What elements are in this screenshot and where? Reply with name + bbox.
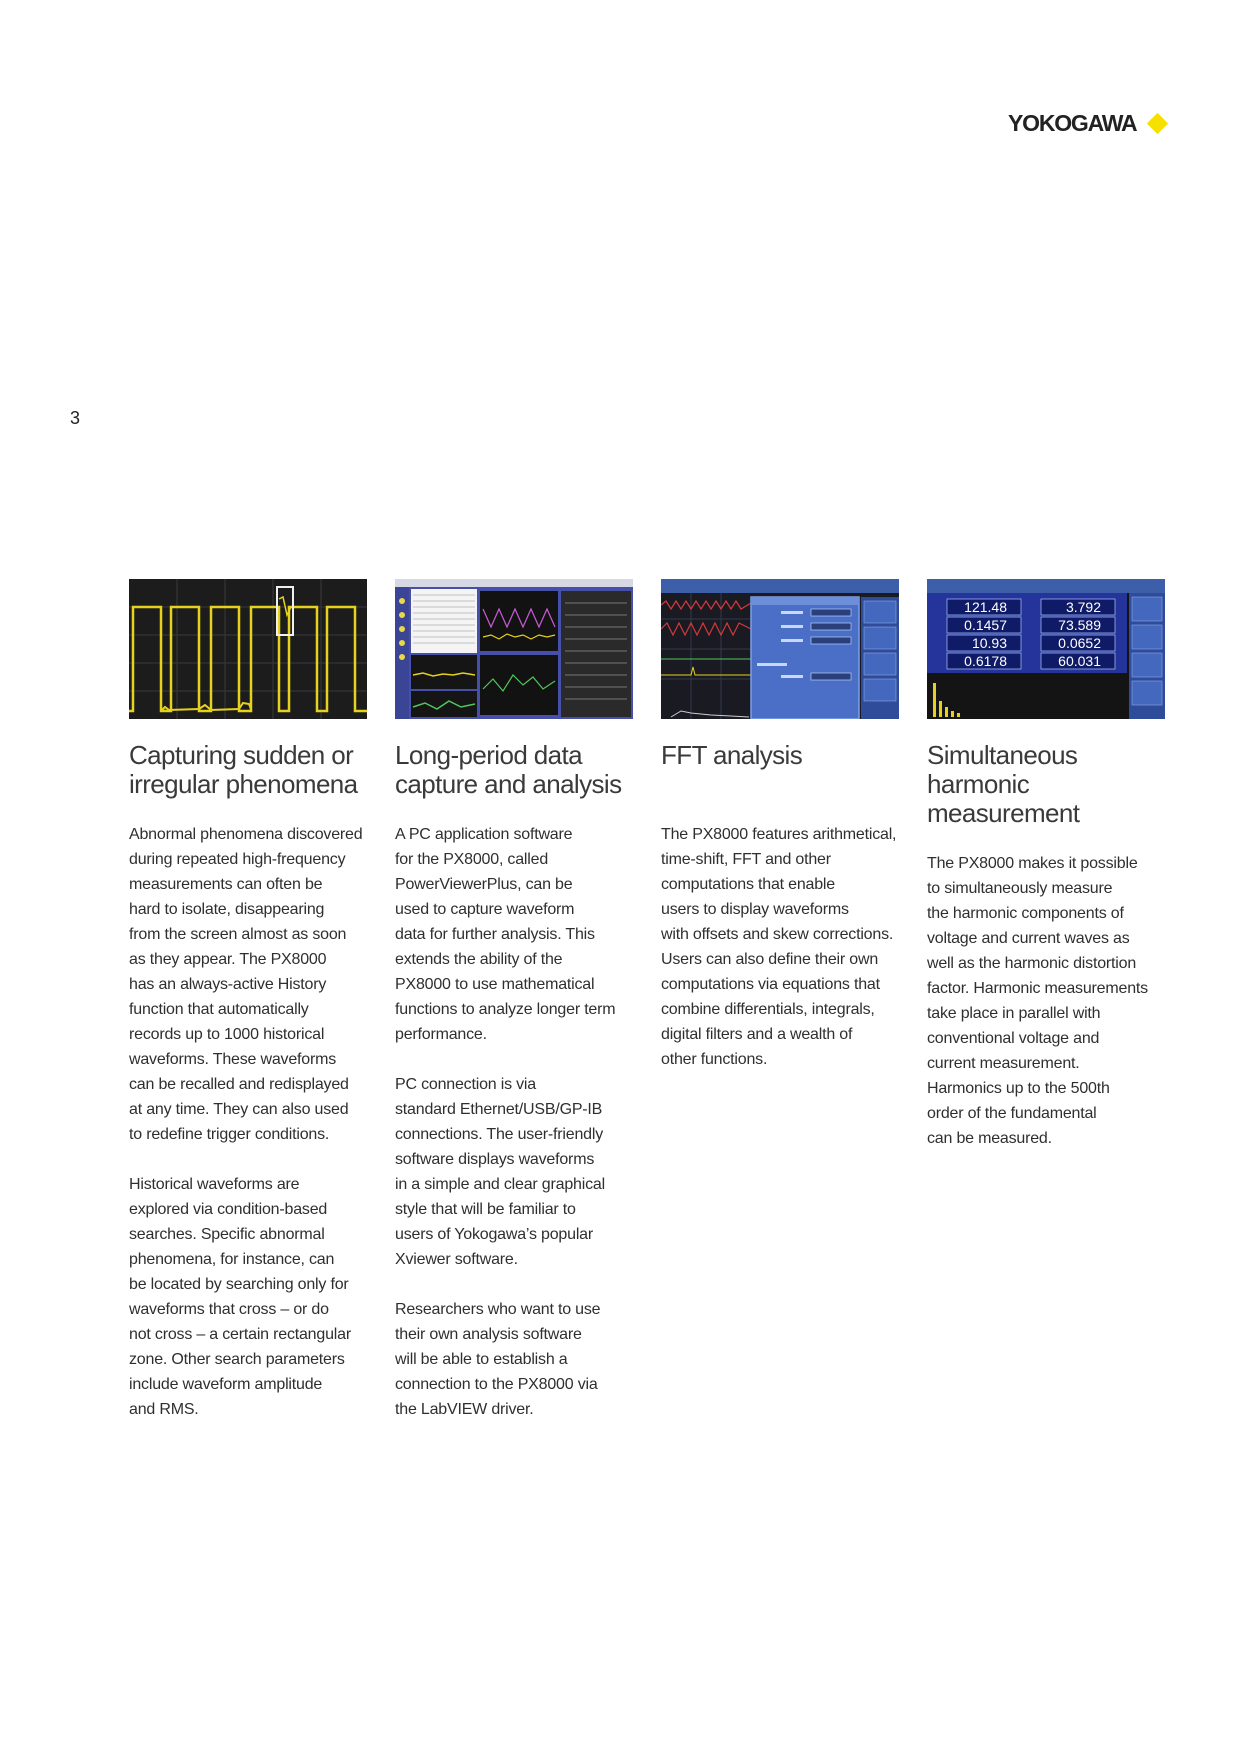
reading-imn: 0.1457 bbox=[964, 617, 1007, 633]
yokogawa-logo bbox=[1008, 108, 1165, 138]
page-number: 3 bbox=[70, 408, 81, 428]
harmonic-measurement-image bbox=[927, 579, 1165, 719]
paragraph: Researchers who want to use their own analysis software will be able to establish a connection to the PX8000 via the LabVIEW driver. bbox=[395, 1301, 601, 1418]
brand-name: YOKOGAWA bbox=[1008, 109, 1137, 136]
section-title: Capturing sudden or irregular phenomena bbox=[129, 740, 358, 799]
waveform-history-image bbox=[129, 579, 367, 719]
feature-column-harmonic bbox=[927, 579, 1165, 1176]
section-body bbox=[395, 822, 633, 1422]
feature-column-fft bbox=[661, 579, 899, 1097]
section-title: Long-period data capture and analysis bbox=[395, 740, 622, 799]
section-body bbox=[661, 822, 899, 1072]
section-body bbox=[927, 851, 1165, 1151]
reading-irms: 3.792 bbox=[1065, 599, 1101, 615]
brand-diamond-icon bbox=[1147, 112, 1168, 133]
reading-p: 10.93 bbox=[971, 635, 1007, 651]
paragraph: The PX8000 makes it possible to simultaneously measure the harmonic components of voltage and current waves as well as the harmonic distortion factor. Harmonic measurements take place in parallel with conventional voltage and current measurement. Harmonics up to the 500th order of the fundamental can be measured. bbox=[927, 855, 1148, 1147]
reading-ithd: 73.589 bbox=[1058, 617, 1101, 633]
reading-lambda: 0.6178 bbox=[964, 653, 1007, 669]
reading-urms: 121.48 bbox=[964, 599, 1007, 615]
section-title: Simultaneous harmonic measurement bbox=[927, 740, 1080, 828]
paragraph: PC connection is via standard Ethernet/USB/GP-IB connections. The user-friendly software displays waveforms in a simple and clear graphical style that will be familiar to users of Yokogawa’s popular Xviewer software. bbox=[395, 1076, 605, 1268]
paragraph: The PX8000 features arithmetical, time-shift, FFT and other computations that enable users to display waveforms with offsets and skew corrections. Users can also define their own computations via equations that combine differentials, integrals, digital filters and a wealth of other functions. bbox=[661, 826, 897, 1068]
paragraph: Historical waveforms are explored via condition-based searches. Specific abnormal phenomena, for instance, can be located by searching only for waveforms that cross – or do not cross – a certain rectangular zone. Other search parameters include waveform amplitude and RMS. bbox=[129, 1176, 351, 1418]
paragraph: A PC application software for the PX8000, called PowerViewerPlus, can be used to capture waveform data for further analysis. This extends the ability of the PX8000 to use mathematical functions to analyze longer term performance. bbox=[395, 826, 616, 1043]
feature-column-history bbox=[129, 579, 367, 1447]
powerviewerplus-image bbox=[395, 579, 633, 719]
reading-freq: 60.031 bbox=[1058, 653, 1101, 669]
paragraph: Abnormal phenomena discovered during repeated high-frequency measurements can often be hard to isolate, disappearing from the screen almost as soon as they appear. The PX8000 has an always-active History function that automatically records up to 1000 historical waveforms. These waveforms can be recalled and redisplayed at any time. They can also used to redefine trigger conditions. bbox=[129, 826, 363, 1143]
reading-s: 0.0652 bbox=[1058, 635, 1101, 651]
fft-analysis-image bbox=[661, 579, 899, 719]
feature-column-long-period bbox=[395, 579, 633, 1447]
section-body bbox=[129, 822, 367, 1422]
section-title: FFT analysis bbox=[661, 740, 803, 770]
